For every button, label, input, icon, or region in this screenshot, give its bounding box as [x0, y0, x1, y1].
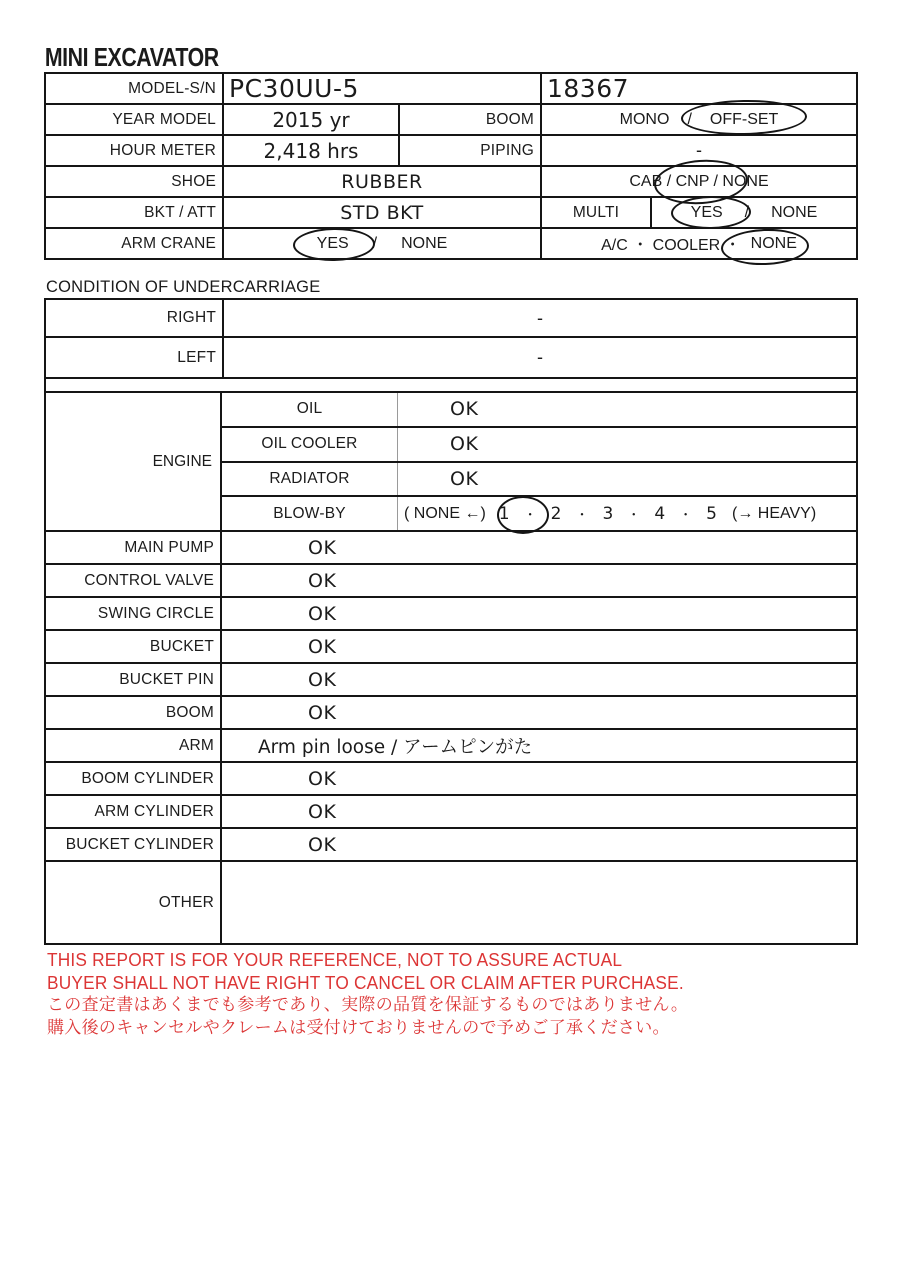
- piping-label: PIPING: [398, 136, 540, 165]
- slash-separator: /: [687, 110, 692, 128]
- arm-crane-options: [222, 229, 540, 258]
- disclaimer-line: BUYER SHALL NOT HAVE RIGHT TO CANCEL OR CLAIM AFTER PURCHASE.: [47, 972, 684, 993]
- multi-label: MULTI: [540, 198, 650, 227]
- blow-by-level-5: 5: [706, 503, 717, 524]
- main-pump-label: MAIN PUMP: [46, 532, 222, 563]
- table-row: [222, 461, 856, 496]
- blow-by-level-4: 4: [654, 503, 666, 524]
- blow-by-1-circled-mark: [497, 496, 549, 534]
- bucket-cylinder-value: OK: [308, 833, 337, 856]
- arm-crane-label: ARM CRANE: [121, 234, 216, 252]
- disclaimer-line: THIS REPORT IS FOR YOUR REFERENCE, NOT TO ASSURE ACTUAL: [47, 950, 623, 970]
- boom-item-label: BOOM: [46, 697, 222, 728]
- oil-label: OIL: [296, 400, 323, 418]
- year-model-label: YEAR MODEL: [112, 110, 216, 128]
- bucket-value: OK: [308, 635, 337, 658]
- bucket-label: BUCKET: [46, 631, 222, 662]
- table-row: [46, 532, 856, 563]
- table-row: [46, 300, 856, 336]
- control-valve-value: OK: [308, 569, 337, 592]
- boom-cylinder-value: OK: [308, 767, 337, 790]
- table-row: [46, 629, 856, 662]
- table-row: [46, 596, 856, 629]
- dot-separator: ・: [523, 507, 537, 523]
- boom-label: BOOM: [398, 105, 540, 134]
- boom-cylinder-label: BOOM CYLINDER: [46, 763, 222, 794]
- bucket-cylinder-label: BUCKET CYLINDER: [46, 829, 222, 860]
- cab-options: CAB / CNP / NONE: [540, 167, 856, 196]
- hour-meter-label: HOUR METER: [109, 141, 216, 159]
- table-row: [46, 827, 856, 860]
- model-sn-label: MODEL-S/N: [128, 79, 216, 97]
- slash-separator: /: [372, 234, 378, 252]
- blow-by-label: BLOW-BY: [273, 504, 346, 522]
- arm-cylinder-value: OK: [308, 800, 337, 823]
- arm-crane-option-none: NONE: [401, 234, 448, 252]
- other-value: [222, 862, 856, 943]
- swing-circle-value: OK: [308, 602, 337, 625]
- control-valve-label: CONTROL VALVE: [46, 565, 222, 596]
- ac-cooler-prefix: A/C ・ COOLER ・: [601, 237, 741, 254]
- bkt-att-value: STD BKT: [222, 198, 540, 227]
- table-row: [46, 74, 856, 103]
- table-row: [46, 336, 856, 377]
- radiator-label: RADIATOR: [269, 469, 350, 487]
- boom-item-value: OK: [308, 701, 337, 724]
- dot-separator: ・: [575, 507, 589, 523]
- swing-circle-label: SWING CIRCLE: [46, 598, 222, 629]
- engine-table: [44, 391, 858, 532]
- blow-by-none-end: ( NONE ←): [404, 504, 486, 522]
- dot-separator: ・: [679, 507, 693, 523]
- disclaimer-line: この査定書はあくまでも参考であり、実際の品質を保証するものではありません。: [47, 995, 689, 1014]
- disclaimer-text: [47, 949, 710, 1039]
- table-row: [46, 860, 856, 943]
- oil-cooler-label: OIL COOLER: [261, 435, 358, 453]
- oil-value: OK: [397, 393, 856, 426]
- disclaimer-line: 購入後のキャンセルやクレームは受付けておりませんので予めご了承ください。: [47, 1017, 670, 1037]
- ac-option-none: NONE: [750, 234, 797, 252]
- table-row: [46, 563, 856, 596]
- page-title: MINI EXCAVATOR: [44, 42, 220, 77]
- left-label: LEFT: [177, 348, 216, 366]
- table-row: [46, 794, 856, 827]
- main-pump-value: OK: [308, 536, 337, 559]
- piping-value: -: [540, 136, 856, 165]
- table-row: [46, 695, 856, 728]
- bkt-att-label: BKT / ATT: [144, 203, 216, 221]
- engine-label: ENGINE: [46, 393, 222, 530]
- blow-by-level-3: 3: [602, 503, 614, 524]
- shoe-value: RUBBER: [222, 167, 540, 196]
- undercarriage-heading: CONDITION OF UNDERCARRIAGE: [46, 277, 321, 296]
- table-row: [46, 728, 856, 761]
- other-label: OTHER: [46, 862, 222, 943]
- blow-by-scale: [397, 497, 856, 530]
- undercarriage-table: [44, 298, 858, 393]
- slash-separator: /: [744, 203, 750, 221]
- shoe-label: SHOE: [171, 172, 216, 190]
- year-model-value: 2015 yr: [222, 105, 398, 134]
- blow-by-level-1: 1: [498, 503, 510, 524]
- oil-cooler-value: OK: [397, 428, 856, 461]
- table-row: [46, 662, 856, 695]
- arm-item-label: ARM: [46, 730, 222, 761]
- radiator-value: OK: [397, 463, 856, 496]
- right-value: -: [222, 300, 856, 336]
- multi-option-yes: YES: [690, 203, 723, 221]
- components-table: [44, 530, 858, 945]
- left-value: -: [222, 338, 856, 377]
- bucket-pin-label: BUCKET PIN: [46, 664, 222, 695]
- boom-option-offset: OFF-SET: [709, 110, 779, 128]
- spacer-row: [46, 377, 856, 391]
- table-row: [46, 761, 856, 794]
- bucket-pin-value: OK: [308, 668, 337, 691]
- dot-separator: ・: [627, 507, 641, 523]
- table-row: [46, 134, 856, 165]
- right-label: RIGHT: [166, 309, 216, 326]
- arm-item-value: Arm pin loose / アームピンがた: [258, 736, 533, 758]
- multi-option-none: NONE: [771, 203, 818, 221]
- arm-cylinder-label: ARM CYLINDER: [46, 796, 222, 827]
- model-value: PC30UU-5: [222, 74, 540, 103]
- arm-crane-option-yes: YES: [316, 234, 349, 252]
- boom-option-mono: MONO: [619, 110, 670, 128]
- blow-by-heavy-end: (→ HEAVY): [731, 504, 817, 522]
- blow-by-level-2: 2: [550, 503, 562, 524]
- table-row: [222, 393, 856, 426]
- hour-meter-value: 2,418 hrs: [222, 136, 398, 165]
- serial-number-value: 18367: [540, 74, 856, 103]
- table-row: [222, 426, 856, 461]
